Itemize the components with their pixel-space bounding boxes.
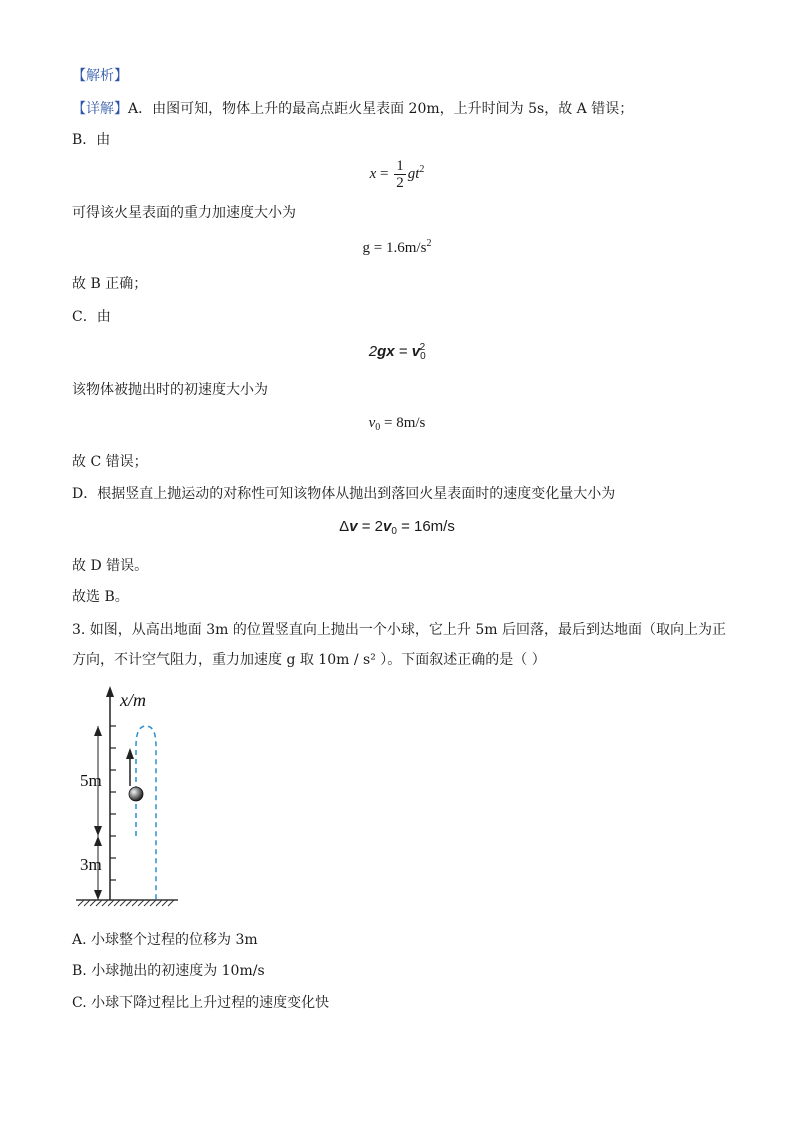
d-eq-sub: 0 [391, 526, 397, 537]
b-eq1-eq: = [380, 165, 389, 182]
c-eq1-v: v [411, 343, 421, 360]
label-upper-5m: 5m [80, 771, 102, 790]
c-eq2-rest: = 8m/s [384, 415, 426, 431]
d-eq-v2: v [382, 518, 392, 535]
dim-arrow-bottom [94, 890, 102, 900]
c-eq1-coef: 2 [368, 343, 378, 360]
d-intro: D．根据竖直上抛运动的对称性可知该物体从抛出到落回火星表面时的速度变化量大小为 [72, 486, 616, 502]
b-eq2-text: g = 1.6m/s [362, 240, 427, 256]
dim-arrow-top [94, 726, 102, 736]
b-mid: 可得该火星表面的重力加速度大小为 [72, 205, 296, 221]
b-eq1-g: g [407, 165, 416, 182]
ground-hatch [78, 900, 174, 906]
d-eq-rest: = 16m/s [401, 518, 455, 535]
d-eq-coef: 2 [374, 518, 383, 535]
motion-figure [60, 680, 200, 920]
c-eq1-exp: 2 [419, 342, 426, 353]
detail-tag: 【详解】 [72, 101, 128, 117]
d-eq-delta: Δ [339, 518, 350, 535]
d-eq-v1: v [349, 518, 358, 535]
velocity-arrowhead [126, 748, 134, 759]
b-equation-1 [0, 158, 794, 191]
option-b: B. 小球抛出的初速度为 10m/s [72, 963, 265, 979]
label-lower-3m: 3m [80, 855, 102, 874]
trajectory-path [136, 726, 156, 900]
question3-line1: 3. 如图，从高出地面 3m 的位置竖直向上抛出一个小球，它上升 5m 后回落，最后到达地面（取向上为正 [72, 622, 726, 638]
d-eq-eq: = [361, 518, 371, 535]
b-eq1-t: t [415, 165, 420, 182]
d-conclusion: 故 D 错误。 [72, 558, 149, 574]
b-eq1-exp: 2 [419, 163, 425, 175]
c-eq1-eq: = [398, 343, 408, 360]
b-intro: B．由 [72, 132, 111, 148]
c-eq2-v: v [368, 415, 376, 431]
dim-arrow-mid-up [94, 836, 102, 846]
b-eq1-lhs: x [369, 165, 377, 182]
answer-line: 故选 B。 [72, 589, 129, 605]
axis-ticks [110, 726, 116, 880]
option-c: C. 小球下降过程比上升过程的速度变化快 [72, 995, 330, 1011]
b-eq1-num: 1 [396, 158, 404, 174]
c-eq1-sub: 0 [420, 351, 426, 362]
c-equation-1 [0, 342, 794, 362]
question3-line2: 方向，不计空气阻力，重力加速度 g 取 10m / s² ）。下面叙述正确的是（ ） [72, 652, 546, 668]
c-mid: 该物体被抛出时的初速度大小为 [72, 382, 268, 398]
dim-arrow-mid-down [94, 826, 102, 836]
d-equation [0, 518, 794, 537]
detail-a-text: A．由图可知，物体上升的最高点距火星表面 20m，上升时间为 5s，故 A 错误； [128, 101, 634, 117]
axis-label: x/m [120, 690, 146, 710]
c-equation-2 [0, 415, 794, 433]
b-eq1-fraction [394, 158, 406, 191]
c-intro: C．由 [72, 309, 111, 325]
b-eq1-den: 2 [396, 175, 404, 191]
c-eq1-gx: gx [377, 343, 395, 360]
analysis-header: 【解析】 [72, 68, 128, 84]
axis-arrowhead [106, 686, 114, 697]
b-equation-2 [0, 238, 794, 257]
option-a: A. 小球整个过程的位移为 3m [72, 932, 258, 948]
b-eq2-exp: 2 [426, 238, 432, 249]
b-conclusion: 故 B 正确； [72, 276, 148, 292]
detail-a-line [72, 99, 633, 119]
ball [129, 787, 143, 801]
c-eq2-sub: 0 [375, 422, 381, 433]
c-conclusion: 故 C 错误； [72, 454, 148, 470]
